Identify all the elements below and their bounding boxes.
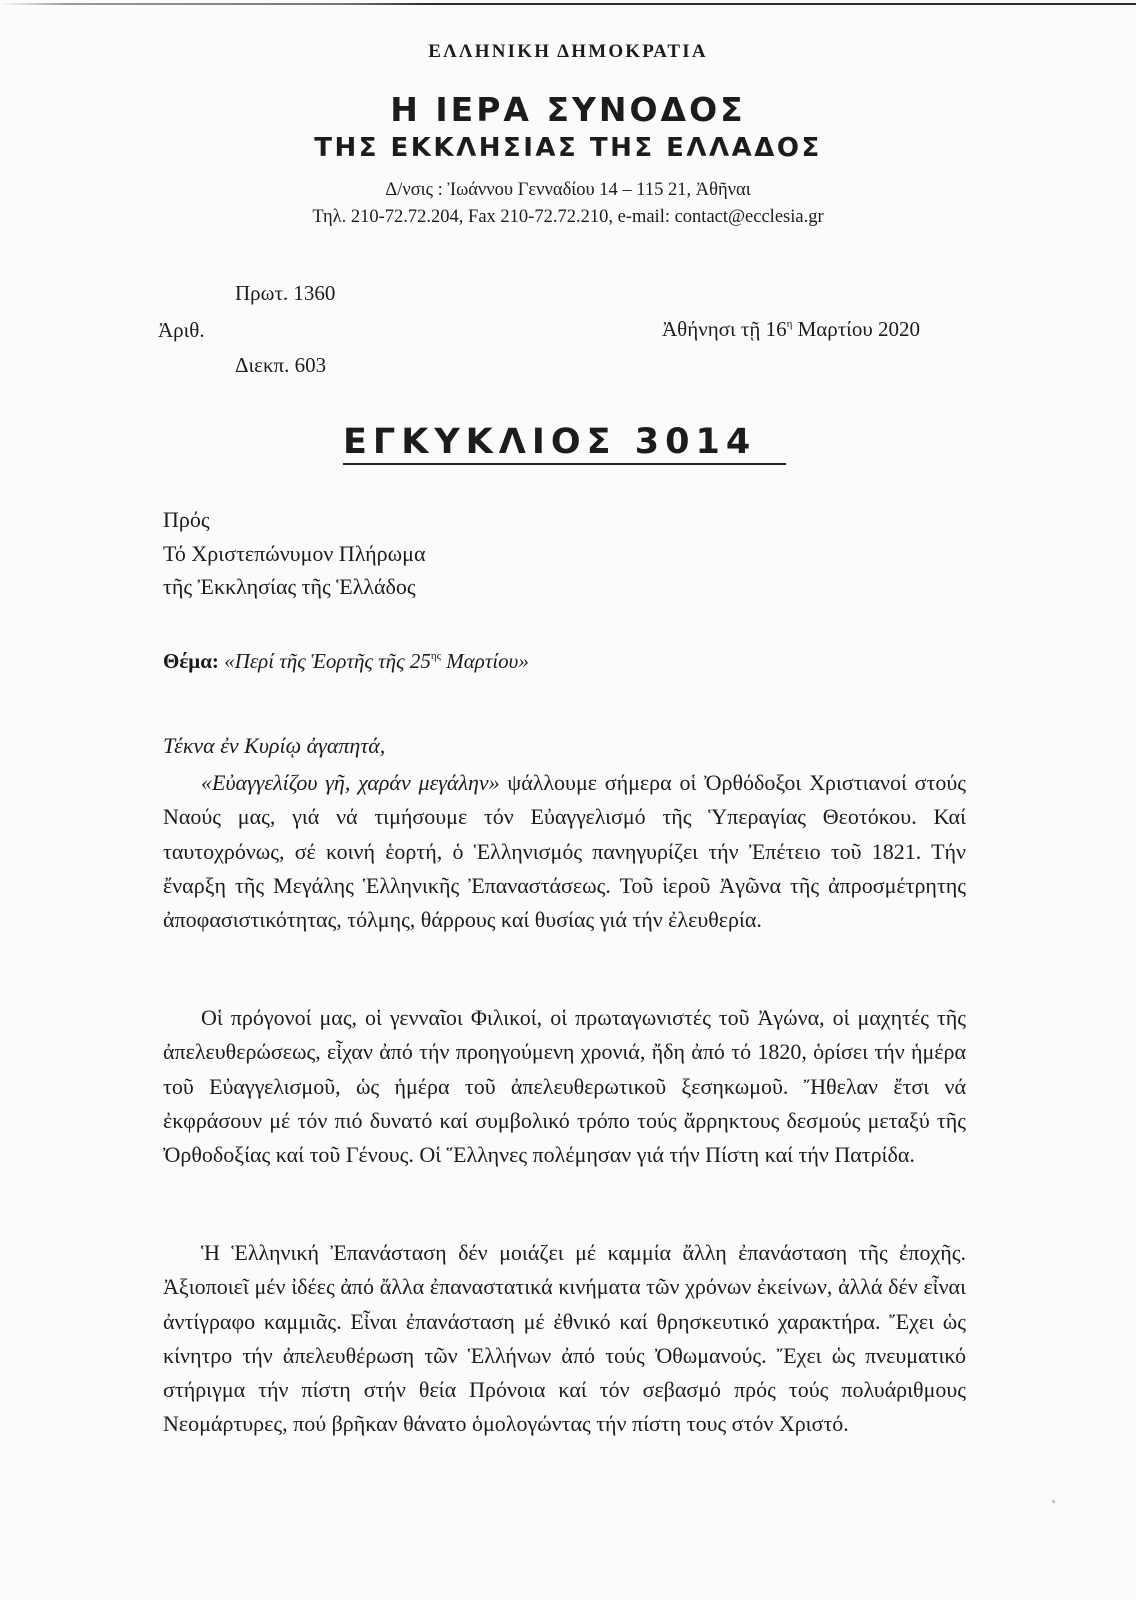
title-block	[343, 422, 786, 462]
paragraph-3	[163, 1236, 966, 1442]
number-label: Ἀριθ.	[158, 318, 205, 342]
paragraph-3-text: Ἡ Ἑλληνική Ἐπανάσταση δέν μοιάζει μέ καμμία ἄλλη ἐπανάσταση τῆς ἐποχῆς. Ἀξιοποιεῖ μέν ἰδέες ἀπό ἄλλα ἐπαναστατικά κινήματα τῶν χρόνων ἐκείνων, ἀλλά δέν εἶναι ἀντίγραφο καμμιᾶς. Εἶναι ἐπανάσταση μέ ἐθνικό καί θρησκευτικό χαρακτήρα. Ἔχει ὡς κίνητρο τήν ἀπελευθέρωση τῶν Ἑλλήνων ἀπό τούς Ὀθωμανούς. Ἔχει ὡς πνευματικό στήριγμα τήν πίστη στήν θεία Πρόνοια καί τόν σεβασμό πρός τούς πολυάριθμους Νεομάρτυρες, πού βρῆκαν θάνατο ὁμολογώντας τήν πίστη τους στόν Χριστό.	[163, 1240, 966, 1437]
document-title: ΕΓΚΥΚΛΙΟΣ 3014	[343, 422, 757, 462]
address-line: Δ/νσις : Ἰωάννου Γενναδίου 14 – 115 21, Ἀθῆναι	[385, 180, 751, 200]
protocol-number: Πρωτ. 1360	[235, 281, 336, 305]
subject-ordinal: ης	[430, 650, 441, 662]
subject-text	[219, 649, 529, 673]
recipient-label: Πρός	[163, 507, 210, 532]
date-ordinal: η	[786, 318, 793, 330]
subject-text-prefix: «Περί τῆς Ἑορτῆς τῆς 25	[218, 649, 431, 673]
subject-text-suffix: Μαρτίου»	[440, 649, 529, 673]
subject-line	[163, 649, 529, 674]
recipient-line-2: τῆς Ἐκκλησίας τῆς Ἑλλάδος	[163, 574, 416, 599]
document-date	[662, 317, 920, 342]
title-underline	[343, 463, 786, 465]
paragraph-2	[163, 1001, 966, 1172]
paragraph-1	[163, 766, 966, 937]
paragraph-2-text: Οἱ πρόγονοί μας, οἱ γενναῖοι Φιλικοί, οἱ πρωταγωνιστές τοῦ Ἀγώνα, οἱ μαχητές τῆς ἀπελευθερώσεως, εἶχαν ἀπό τήν προηγούμενη χρονιά, ἤδη ἀπό τό 1820, ὁρίσει τήν ἡμέρα τοῦ Εὐαγγελισμοῦ, ὡς ἡμέρα τοῦ ἀπελευθερωτικοῦ ξεσηκωμοῦ. Ἤθελαν ἔτσι νά ἐκφράσουν μέ τόν πιό δυνατό καί συμβολικό τρόπο τούς ἄρρηκτους δεσμούς μεταξύ τῆς Ὀρθοδοξίας καί τοῦ Γένους. Οἱ Ἕλληνες πολέμησαν γιά τήν Πίστη καί τήν Πατρίδα.	[163, 1005, 966, 1168]
dispatch-number: Διεκπ. 603	[235, 353, 327, 377]
subject-label: Θέμα:	[163, 649, 219, 673]
paragraph-1-quote: «Εὐαγγελίζου γῆ, χαράν μεγάλην»	[201, 770, 500, 795]
contact-line: Τηλ. 210-72.72.204, Fax 210-72.72.210, e-mail: contact@ecclesia.gr	[312, 207, 824, 227]
church-heading: ΤΗΣ ΕΚΚΛΗΣΙΑΣ ΤΗΣ ΕΛΛΑΔΟΣ	[314, 133, 822, 163]
greeting: Τέκνα ἐν Κυρίῳ ἀγαπητά,	[163, 733, 386, 758]
paragraph-1-text: ψάλλουμε σήμερα οἱ Ὀρθόδοξοι Χριστιανοί στούς Ναούς μας, γιά νά τιμήσουμε τόν Εὐαγγελισμό τῆς Ὑπεραγίας Θεοτόκου. Καί ταυτοχρόνως, σέ κοινή ἑορτή, ὁ Ἑλληνισμός πανηγυρίζει τήν Ἐπέτειο τοῦ 1821. Τήν ἔναρξη τῆς Μεγάλης Ἑλληνικῆς Ἐπαναστάσεως. Τοῦ ἱεροῦ Ἀγῶνα τῆς ἀπροσμέτρητης ἀποφασιστικότητας, τόλμης, θάρρους καί θυσίας γιά τήν ἐλευθερία.	[163, 770, 966, 933]
date-prefix: Ἀθήνησι τῇ 16	[662, 317, 787, 341]
date-rest: Μαρτίου 2020	[792, 317, 920, 341]
top-rule	[0, 3, 1136, 5]
synod-heading: Η ΙΕΡΑ ΣΥΝΟΔΟΣ	[390, 90, 746, 129]
republic-heading: ΕΛΛΗΝΙΚΗ ΔΗΜΟΚΡΑΤΙΑ	[428, 41, 708, 62]
recipient-line-1: Τό Χριστεπώνυμον Πλήρωμα	[163, 541, 426, 566]
scan-speck	[1052, 1500, 1055, 1503]
